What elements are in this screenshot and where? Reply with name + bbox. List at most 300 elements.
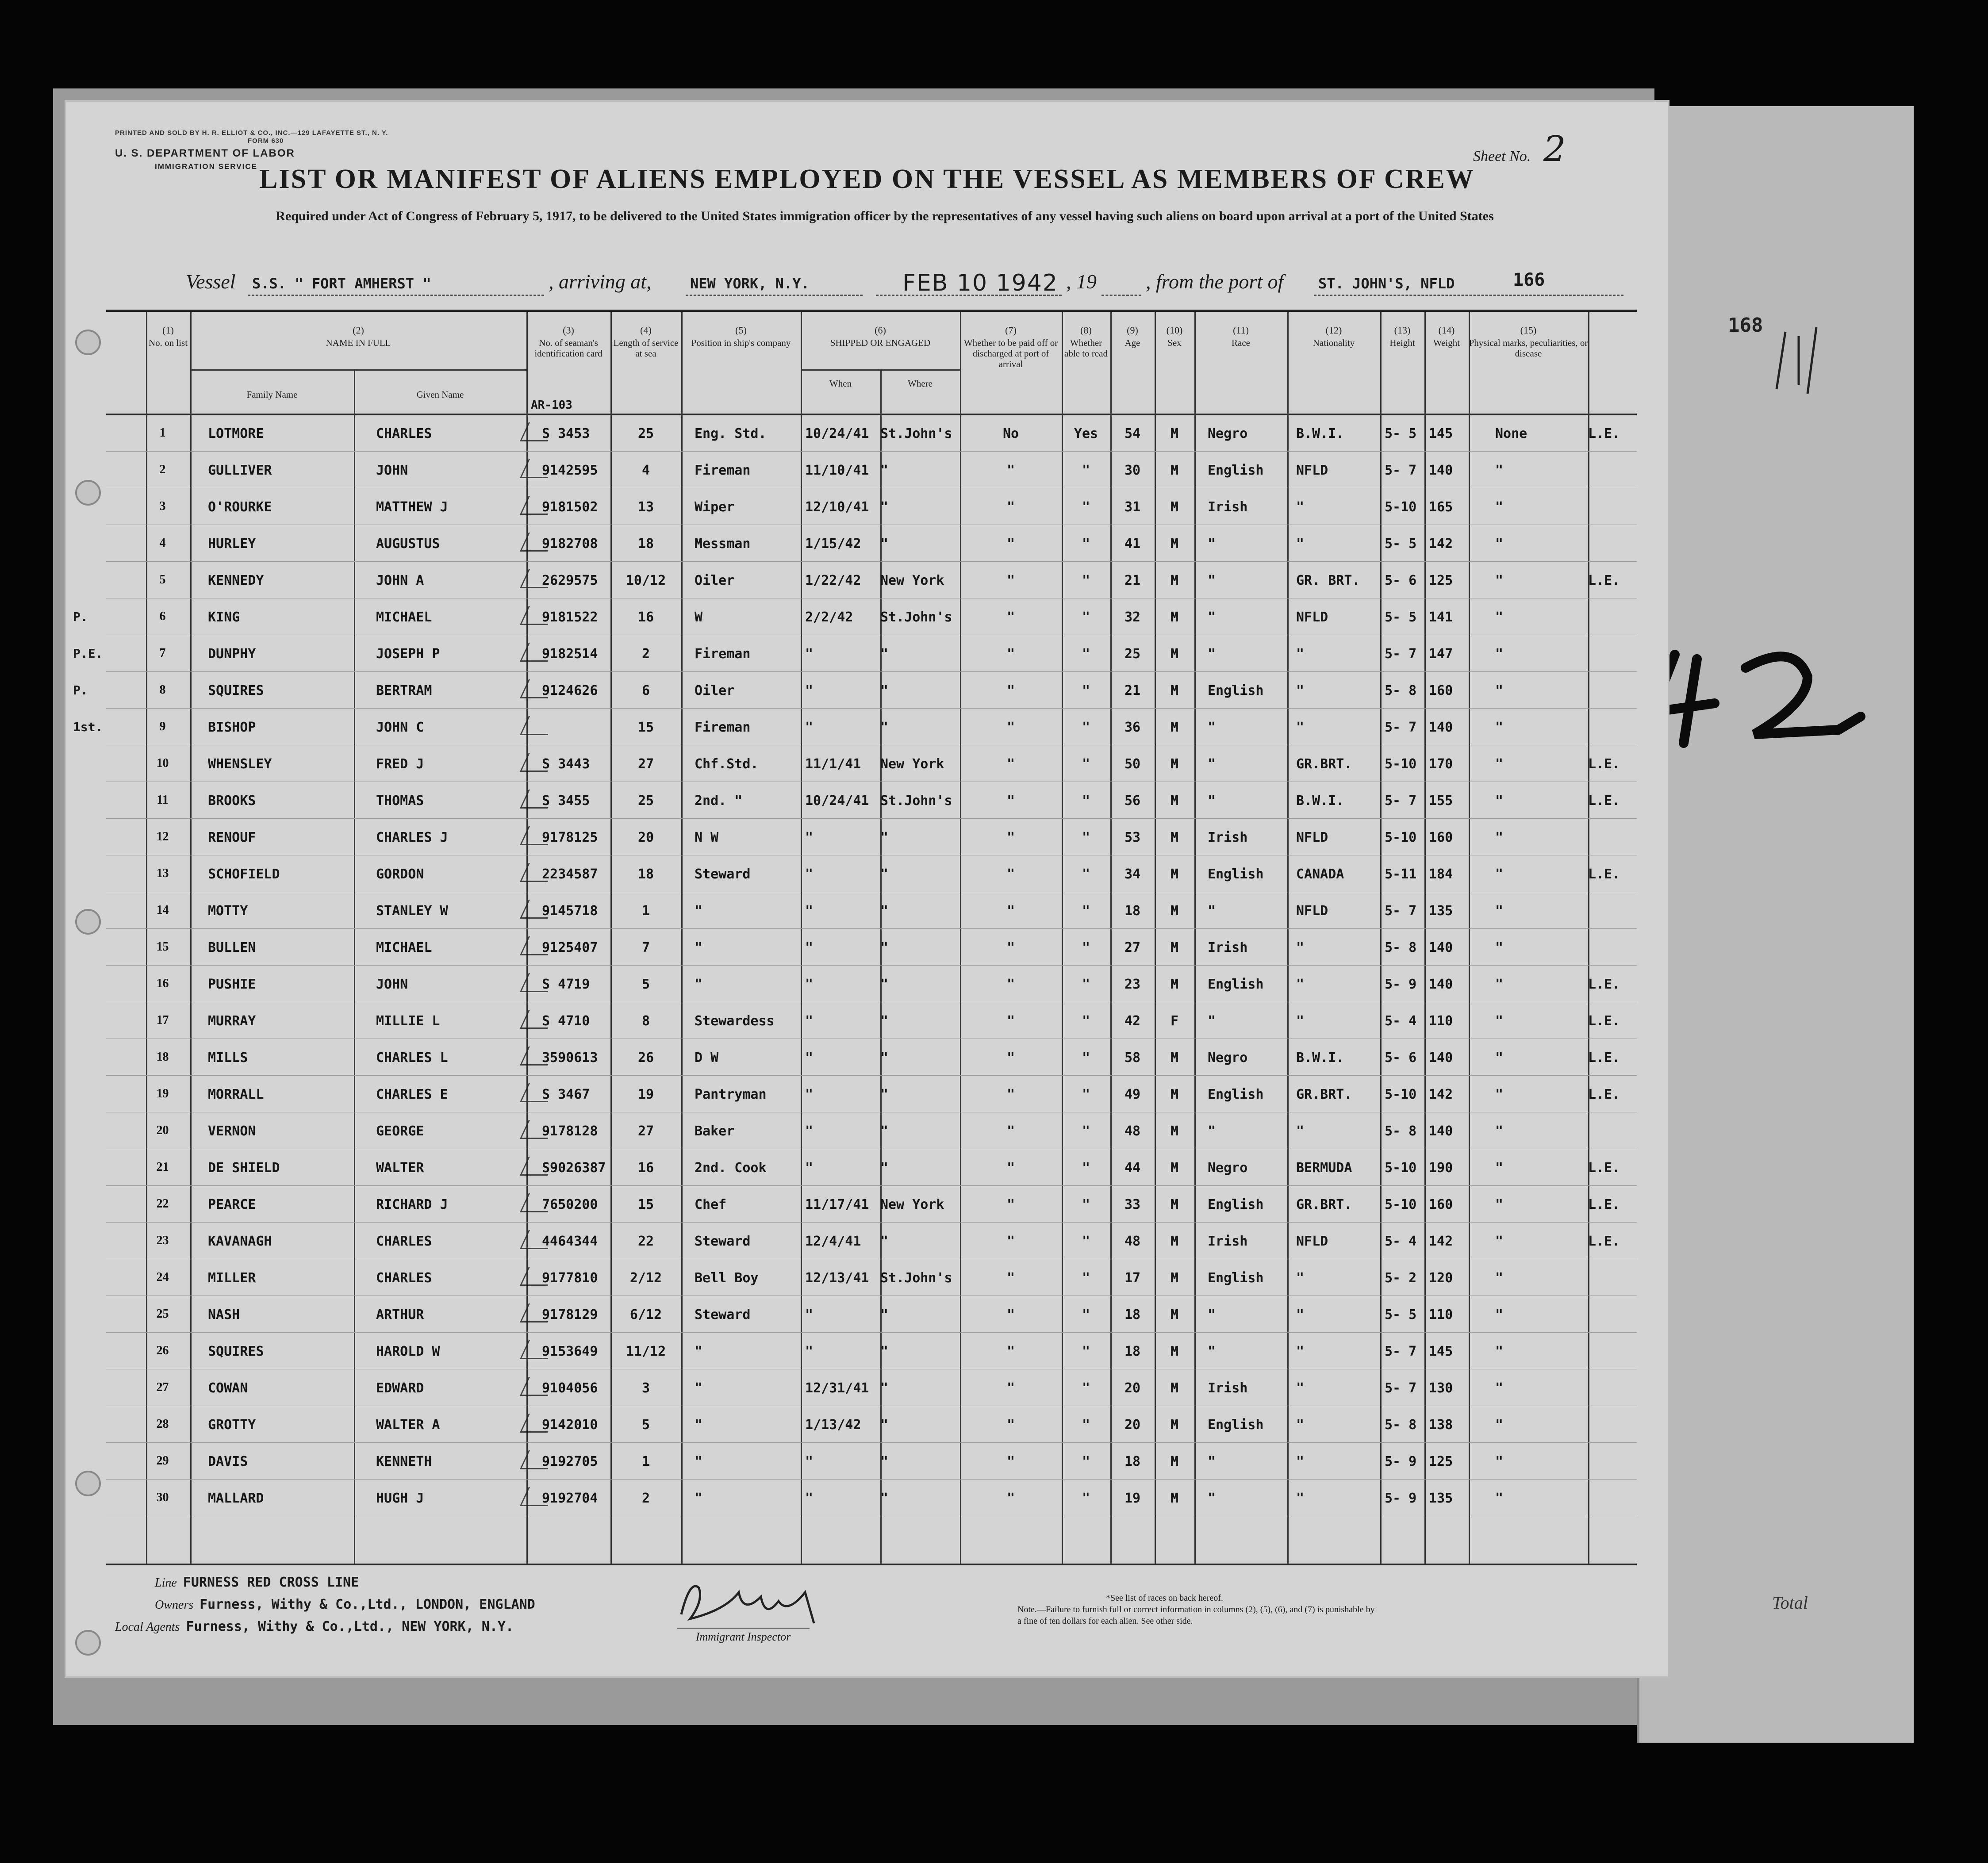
cell-marks: ": [1495, 977, 1504, 992]
cell-given: THOMAS: [376, 793, 424, 809]
cell-position: ": [695, 1454, 703, 1469]
cell-given: JOHN C: [376, 720, 424, 735]
cell-nat: ": [1296, 1380, 1305, 1396]
cell-race: ": [1208, 1123, 1216, 1139]
cell-marks: ": [1495, 610, 1504, 625]
cell-family: VERNON: [208, 1123, 256, 1139]
arrival-date-stamp: FEB 10 1942: [902, 270, 1059, 296]
cell-no: 29: [156, 1454, 169, 1468]
cell-card: 9177810: [542, 1270, 598, 1286]
cell-height: 5-10: [1385, 1087, 1417, 1102]
cell-position: Stewardess: [695, 1013, 775, 1029]
cell-age: 31: [1124, 499, 1141, 515]
cell-marks: ": [1495, 903, 1504, 919]
cell-where: ": [880, 499, 889, 515]
cell-when: ": [805, 1344, 814, 1359]
cell-no: 3: [159, 499, 166, 513]
cell-weight: 145: [1429, 1344, 1453, 1359]
cell-weight: 184: [1429, 866, 1453, 882]
cell-race: ": [1208, 1307, 1216, 1322]
cell-read: ": [1082, 499, 1090, 515]
cell-paid: No: [1002, 426, 1019, 441]
cell-age: 36: [1124, 720, 1141, 735]
cell-read: ": [1082, 1454, 1090, 1469]
cell-where: New York: [880, 756, 944, 772]
cell-service: 19: [637, 1087, 654, 1102]
cell-marks: ": [1495, 866, 1504, 882]
cell-nat: ": [1296, 499, 1305, 515]
cell-family: SQUIRES: [208, 1344, 264, 1359]
cell-position: Messman: [695, 536, 751, 552]
cell-card: 7650200: [542, 1197, 598, 1212]
cell-paid: ": [1006, 463, 1015, 478]
cell-nat: ": [1296, 1417, 1305, 1433]
cell-no: 16: [156, 977, 169, 990]
cell-nat: ": [1296, 720, 1305, 735]
cell-given: HUGH J: [376, 1491, 424, 1506]
cell-service: 11/12: [626, 1344, 666, 1359]
cell-marks: ": [1495, 536, 1504, 552]
cell-given: JOHN: [376, 463, 408, 478]
cell-race: Irish: [1208, 1380, 1248, 1396]
cell-service: 7: [641, 940, 650, 955]
cell-service: 2: [641, 646, 650, 662]
cell-card: 9145718: [542, 903, 598, 919]
cell-weight: 120: [1429, 1270, 1453, 1286]
cell-no: 27: [156, 1380, 169, 1394]
cell-sex: M: [1170, 646, 1179, 662]
cell-weight: 165: [1429, 499, 1453, 515]
cell-age: 30: [1124, 463, 1141, 478]
cell-given: JOHN: [376, 977, 408, 992]
cell-where: New York: [880, 1197, 944, 1212]
cell-family: O'ROURKE: [208, 499, 272, 515]
cell-position: Oiler: [695, 573, 735, 588]
initials-mark: [1772, 318, 1869, 398]
cell-position: Oiler: [695, 683, 735, 698]
cell-marks: ": [1495, 463, 1504, 478]
cell-where: ": [880, 1087, 889, 1102]
printer-line: PRINTED AND SOLD BY H. R. ELLIOT & CO., INC.—129 LAFAYETTE ST., N. Y.: [115, 129, 388, 137]
races-note: *See list of races on back hereof.: [1106, 1593, 1223, 1603]
cell-service: 6: [641, 683, 650, 698]
cell-family: MURRAY: [208, 1013, 256, 1029]
cell-position: Baker: [695, 1123, 735, 1139]
cell-weight: 140: [1429, 720, 1453, 735]
cell-paid: ": [1006, 1123, 1015, 1139]
printer-imprint: [115, 129, 388, 145]
cell-read: ": [1082, 1270, 1090, 1286]
cell-given: BERTRAM: [376, 683, 432, 698]
cell-marks: ": [1495, 1380, 1504, 1396]
footer-note: [1017, 1592, 1380, 1627]
cell-nat: ": [1296, 1344, 1305, 1359]
cell-service: 2: [641, 1491, 650, 1506]
cell-height: 5- 2: [1385, 1270, 1417, 1286]
cell-weight: 140: [1429, 1050, 1453, 1066]
cell-where: ": [880, 646, 889, 662]
cell-family: COWAN: [208, 1380, 248, 1396]
cell-when: 1/22/42: [805, 573, 861, 588]
cell-marks: ": [1495, 1344, 1504, 1359]
cell-height: 5- 8: [1385, 1123, 1417, 1139]
cell-age: 50: [1124, 756, 1141, 772]
col-read-header: (8) Whether able to read: [1064, 325, 1108, 359]
cell-paid: ": [1006, 1050, 1015, 1066]
cell-where: ": [880, 940, 889, 955]
cell-paid: ": [1006, 536, 1015, 552]
handwritten-figure: [1648, 628, 1896, 752]
cell-nat: NFLD: [1296, 463, 1328, 478]
cell-race: English: [1208, 463, 1264, 478]
cell-paid: ": [1006, 793, 1015, 809]
cell-read: ": [1082, 1307, 1090, 1322]
legal-requirement: Required under Act of Congress of February 5, 1917, to be delivered to the United States immigration officer by the representatives of any vessel having such aliens on board upon arrival at a port of the United States: [276, 209, 1494, 223]
cell-age: 53: [1124, 830, 1141, 845]
cell-paid: ": [1006, 610, 1015, 625]
cell-no: 20: [156, 1123, 169, 1137]
total-label: Total: [1772, 1593, 1808, 1613]
cell-given: MICHAEL: [376, 940, 432, 955]
cell-service: 10/12: [626, 573, 666, 588]
cell-service: 5: [641, 977, 650, 992]
cell-marks: ": [1495, 1123, 1504, 1139]
cell-marks: ": [1495, 1234, 1504, 1249]
cell-weight: 155: [1429, 793, 1453, 809]
cell-weight: 141: [1429, 610, 1453, 625]
cell-position: Bell Boy: [695, 1270, 759, 1286]
page-title: LIST OR MANIFEST OF ALIENS EMPLOYED ON THE VESSEL AS MEMBERS OF CREW: [259, 164, 1475, 194]
cell-when: ": [805, 830, 814, 845]
cell-card: S 4719: [542, 977, 590, 992]
cell-nat: ": [1296, 1491, 1305, 1506]
cell-family: SQUIRES: [208, 683, 264, 698]
cell-weight: 138: [1429, 1417, 1453, 1433]
cell-when: ": [805, 1013, 814, 1029]
cell-paid: ": [1006, 683, 1015, 698]
cell-sex: M: [1170, 463, 1179, 478]
cell-family: DE SHIELD: [208, 1160, 280, 1176]
cell-card: S 3455: [542, 793, 590, 809]
cell-race: English: [1208, 1087, 1264, 1102]
cell-height: 5- 9: [1385, 977, 1417, 992]
cell-paid: ": [1006, 903, 1015, 919]
cell-age: 56: [1124, 793, 1141, 809]
cell-read: ": [1082, 1344, 1090, 1359]
cell-sex: M: [1170, 1160, 1179, 1176]
cell-age: 20: [1124, 1417, 1141, 1433]
cell-note: L.E.: [1588, 1197, 1620, 1212]
cell-nat: NFLD: [1296, 1234, 1328, 1249]
cell-family: MILLER: [208, 1270, 256, 1286]
cell-nat: ": [1296, 1454, 1305, 1469]
cell-age: 54: [1124, 426, 1141, 441]
cell-card: 9153649: [542, 1344, 598, 1359]
cell-nat: ": [1296, 940, 1305, 955]
cell-weight: 125: [1429, 573, 1453, 588]
cell-where: St.John's: [880, 793, 952, 809]
cell-where: ": [880, 903, 889, 919]
cell-read: ": [1082, 463, 1090, 478]
cell-note: L.E.: [1588, 573, 1620, 588]
cell-paid: ": [1006, 1491, 1015, 1506]
cell-family: GROTTY: [208, 1417, 256, 1433]
cell-sex: M: [1170, 1050, 1179, 1066]
cell-weight: 160: [1429, 683, 1453, 698]
cell-service: 3: [641, 1380, 650, 1396]
cell-race: English: [1208, 1197, 1264, 1212]
cell-service: 1: [641, 903, 650, 919]
owners-value: Furness, Withy & Co.,Ltd., LONDON, ENGLAND: [200, 1597, 535, 1612]
cell-where: New York: [880, 573, 944, 588]
manifest-sheet: [66, 102, 1668, 1676]
cell-weight: 142: [1429, 1234, 1453, 1249]
cell-paid: ": [1006, 646, 1015, 662]
cell-position: Eng. Std.: [695, 426, 767, 441]
cell-when: ": [805, 1160, 814, 1176]
cell-race: Negro: [1208, 1050, 1248, 1066]
cell-sex: M: [1170, 683, 1179, 698]
cell-height: 5-10: [1385, 1197, 1417, 1212]
cell-family: MALLARD: [208, 1491, 264, 1506]
cell-race: English: [1208, 866, 1264, 882]
cell-age: 48: [1124, 1234, 1141, 1249]
cell-height: 5-11: [1385, 866, 1417, 882]
cell-no: 22: [156, 1197, 169, 1211]
cell-no: 9: [159, 720, 166, 733]
service-name: IMMIGRATION SERVICE: [155, 162, 257, 171]
cell-card: 9192705: [542, 1454, 598, 1469]
cell-given: EDWARD: [376, 1380, 424, 1396]
cell-card: 9182514: [542, 646, 598, 662]
cell-where: St.John's: [880, 1270, 952, 1286]
cell-paid: ": [1006, 830, 1015, 845]
cell-note: L.E.: [1588, 1160, 1620, 1176]
owners-field: Owners Furness, Withy & Co.,Ltd., LONDON, ENGLAND: [155, 1597, 535, 1612]
cell-marks: ": [1495, 683, 1504, 698]
cell-when: 11/10/41: [805, 463, 869, 478]
cell-when: 2/2/42: [805, 610, 853, 625]
cell-family: BISHOP: [208, 720, 256, 735]
col-given-header: Given Name: [416, 389, 464, 400]
line-value: FURNESS RED CROSS LINE: [183, 1575, 359, 1590]
cell-card: 9178125: [542, 830, 598, 845]
cell-weight: 160: [1429, 830, 1453, 845]
cell-given: CHARLES: [376, 1234, 432, 1249]
cell-read: ": [1082, 1087, 1090, 1102]
cell-when: ": [805, 720, 814, 735]
cell-family: GULLIVER: [208, 463, 272, 478]
cell-no: 17: [156, 1013, 169, 1027]
cell-service: 20: [637, 830, 654, 845]
cell-when: ": [805, 1454, 814, 1469]
cell-given: CHARLES J: [376, 830, 448, 845]
cell-read: ": [1082, 610, 1090, 625]
cell-where: ": [880, 1344, 889, 1359]
cell-family: MOTTY: [208, 903, 248, 919]
cell-race: ": [1208, 610, 1216, 625]
cell-race: ": [1208, 720, 1216, 735]
side-number: 168: [1728, 314, 1763, 337]
cell-marks: ": [1495, 1197, 1504, 1212]
cell-nat: B.W.I.: [1296, 1050, 1344, 1066]
cell-marks: ": [1495, 646, 1504, 662]
cell-paid: ": [1006, 940, 1015, 955]
cell-height: 5-10: [1385, 830, 1417, 845]
cell-no: 14: [156, 903, 169, 917]
cell-service: 16: [637, 610, 654, 625]
cell-where: ": [880, 1050, 889, 1066]
cell-read: ": [1082, 793, 1090, 809]
cell-family: BROOKS: [208, 793, 256, 809]
col-sex-header: (10) Sex: [1166, 325, 1183, 348]
cell-weight: 110: [1429, 1307, 1453, 1322]
cell-when: 10/24/41: [805, 793, 869, 809]
cell-race: Irish: [1208, 940, 1248, 955]
cell-where: ": [880, 536, 889, 552]
cell-no: 26: [156, 1344, 169, 1357]
cell-no: 30: [156, 1491, 169, 1504]
cell-given: AUGUSTUS: [376, 536, 440, 552]
cell-age: 42: [1124, 1013, 1141, 1029]
cell-paid: ": [1006, 1160, 1015, 1176]
cell-nat: ": [1296, 1123, 1305, 1139]
cell-age: 34: [1124, 866, 1141, 882]
cell-where: ": [880, 720, 889, 735]
col-name-header: (2) NAME IN FULL: [326, 325, 391, 348]
cell-sex: F: [1170, 1013, 1179, 1029]
cell-age: 18: [1124, 1344, 1141, 1359]
card-series: AR-103: [531, 399, 572, 412]
cell-note: L.E.: [1588, 1234, 1620, 1249]
col-height-header: (13) Height: [1389, 325, 1415, 348]
cell-card: 2629575: [542, 573, 598, 588]
cell-card: 9124626: [542, 683, 598, 698]
cell-height: 5- 7: [1385, 1344, 1417, 1359]
cell-age: 49: [1124, 1087, 1141, 1102]
cell-age: 18: [1124, 1454, 1141, 1469]
cell-given: STANLEY W: [376, 903, 448, 919]
cell-age: 18: [1124, 903, 1141, 919]
cell-age: 19: [1124, 1491, 1141, 1506]
cell-race: ": [1208, 793, 1216, 809]
cell-read: ": [1082, 683, 1090, 698]
cell-age: 23: [1124, 977, 1141, 992]
cell-height: 5- 7: [1385, 903, 1417, 919]
vessel-line: [186, 270, 1646, 301]
cell-sex: M: [1170, 720, 1179, 735]
col-age-header: (9) Age: [1124, 325, 1140, 348]
cell-where: ": [880, 463, 889, 478]
cell-marks: ": [1495, 499, 1504, 515]
cell-service: 1: [641, 1454, 650, 1469]
cell-paid: ": [1006, 1417, 1015, 1433]
cell-position: 2nd. Cook: [695, 1160, 767, 1176]
cell-no: 6: [159, 610, 166, 623]
cell-position: Fireman: [695, 720, 751, 735]
col-race-header: (11) Race: [1232, 325, 1250, 348]
cell-paid: ": [1006, 1197, 1015, 1212]
cell-when: ": [805, 1307, 814, 1322]
cell-age: 18: [1124, 1307, 1141, 1322]
cell-age: 21: [1124, 683, 1141, 698]
cell-no: 15: [156, 940, 169, 954]
margin-note: 1st.: [73, 720, 103, 734]
cell-card: 4464344: [542, 1234, 598, 1249]
cell-sex: M: [1170, 793, 1179, 809]
cell-position: ": [695, 1380, 703, 1396]
cell-height: 5- 5: [1385, 1307, 1417, 1322]
cell-family: DAVIS: [208, 1454, 248, 1469]
cell-nat: ": [1296, 1270, 1305, 1286]
cell-nat: GR.BRT.: [1296, 756, 1352, 772]
cell-weight: 160: [1429, 1197, 1453, 1212]
cell-note: L.E.: [1588, 1050, 1620, 1066]
col-no-header: (1) No. on list: [148, 325, 188, 348]
cell-service: 2/12: [629, 1270, 662, 1286]
cell-service: 25: [637, 426, 654, 441]
cell-when: ": [805, 1087, 814, 1102]
cell-read: ": [1082, 1491, 1090, 1506]
cell-position: N W: [695, 830, 719, 845]
cell-nat: NFLD: [1296, 830, 1328, 845]
cell-where: ": [880, 683, 889, 698]
cell-service: 13: [637, 499, 654, 515]
cell-card: 9142010: [542, 1417, 598, 1433]
col-weight-header: (14) Weight: [1433, 325, 1460, 348]
cell-where: ": [880, 1234, 889, 1249]
cell-paid: ": [1006, 1307, 1015, 1322]
cell-position: Fireman: [695, 646, 751, 662]
cell-height: 5- 6: [1385, 573, 1417, 588]
cell-position: ": [695, 1417, 703, 1433]
cell-no: 12: [156, 830, 169, 843]
cell-age: 17: [1124, 1270, 1141, 1286]
cell-height: 5- 7: [1385, 1380, 1417, 1396]
cell-weight: 190: [1429, 1160, 1453, 1176]
cell-card: S 3443: [542, 756, 590, 772]
check-mark: [520, 716, 556, 735]
cell-read: ": [1082, 573, 1090, 588]
cell-sex: M: [1170, 1123, 1179, 1139]
cell-position: Wiper: [695, 499, 735, 515]
cell-service: 15: [637, 1197, 654, 1212]
cell-nat: CANADA: [1296, 866, 1344, 882]
cell-race: ": [1208, 1344, 1216, 1359]
crew-table: [73, 310, 1637, 1565]
form-number: FORM 630: [248, 137, 284, 145]
cell-when: ": [805, 977, 814, 992]
cell-family: PEARCE: [208, 1197, 256, 1212]
cell-race: ": [1208, 1454, 1216, 1469]
arriving-label: , arriving at,: [549, 270, 652, 293]
cell-age: 21: [1124, 573, 1141, 588]
cell-weight: 140: [1429, 977, 1453, 992]
cell-height: 5- 7: [1385, 793, 1417, 809]
cell-service: 18: [637, 866, 654, 882]
cell-when: 12/4/41: [805, 1234, 861, 1249]
cell-family: SCHOFIELD: [208, 866, 280, 882]
cell-nat: ": [1296, 1013, 1305, 1029]
cell-weight: 135: [1429, 1491, 1453, 1506]
cell-card: 2234587: [542, 866, 598, 882]
cell-position: ": [695, 1491, 703, 1506]
cell-given: FRED J: [376, 756, 424, 772]
cell-race: ": [1208, 646, 1216, 662]
cell-position: Steward: [695, 1234, 751, 1249]
cell-given: CHARLES L: [376, 1050, 448, 1066]
col-position-header: (5) Position in ship's company: [691, 325, 791, 348]
